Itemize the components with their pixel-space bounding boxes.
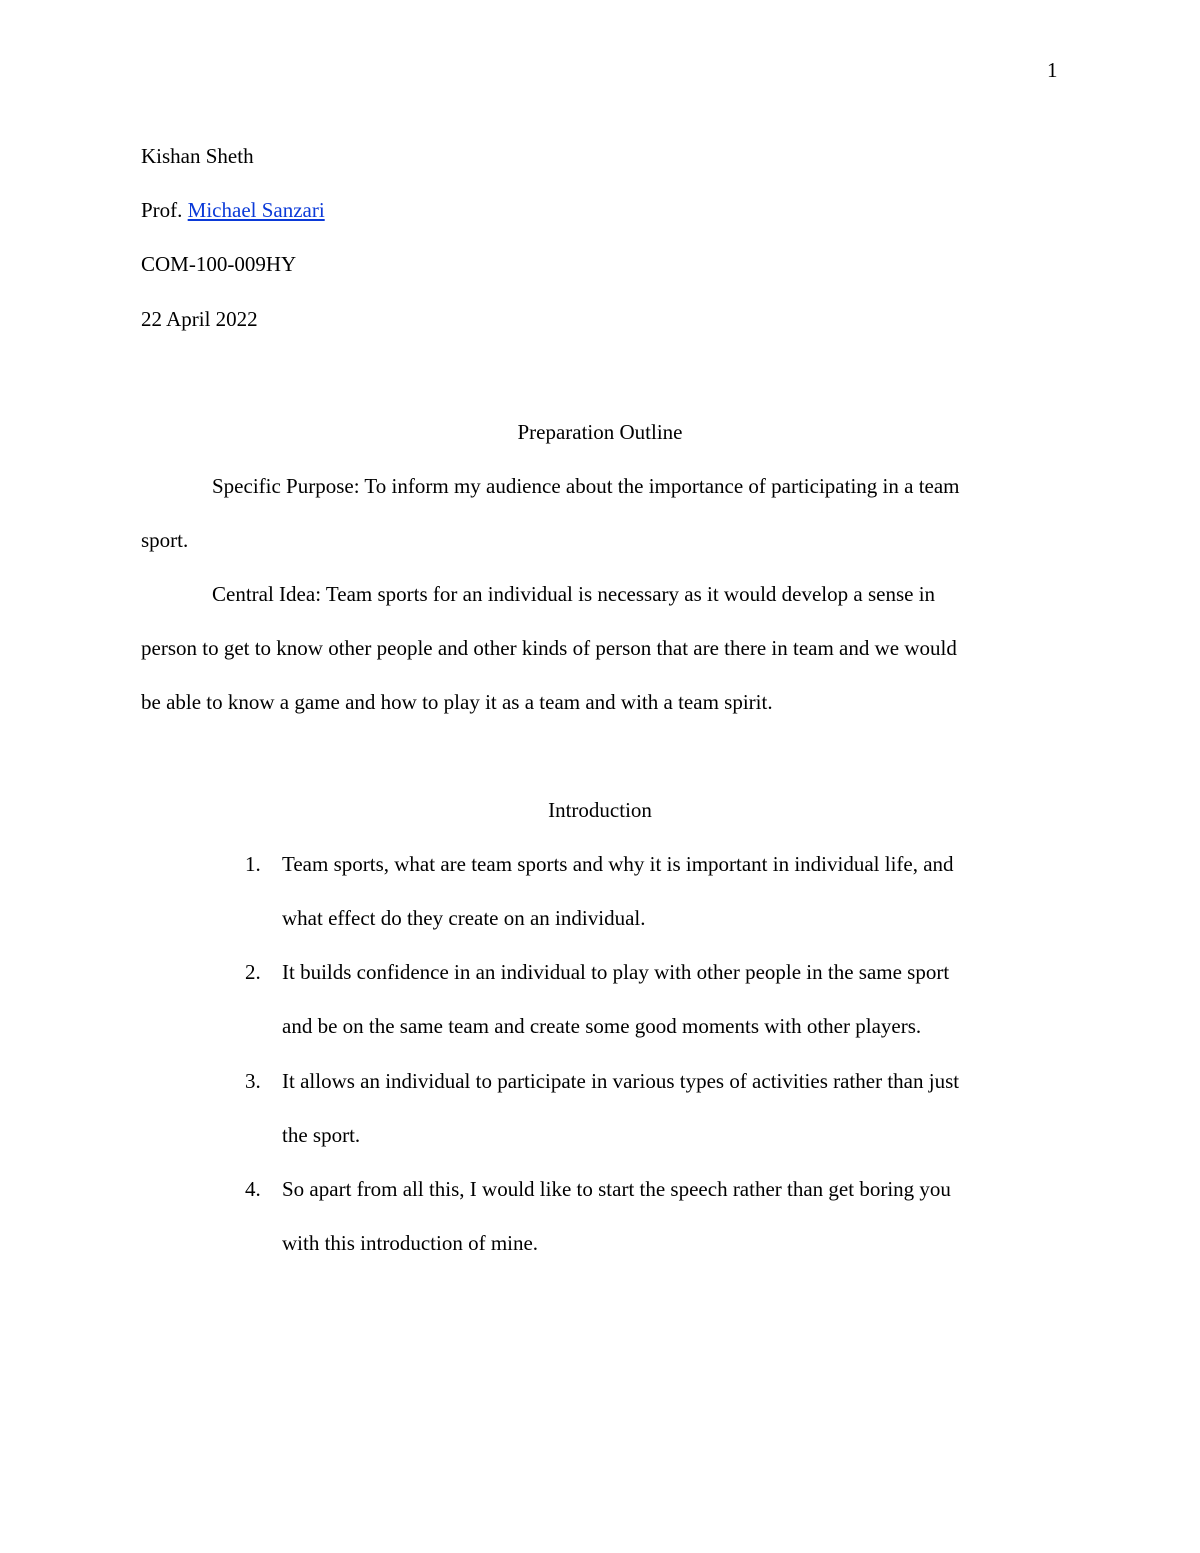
professor-name-link[interactable]: Michael Sanzari [187, 198, 325, 222]
list-item-number: 1. [245, 852, 261, 876]
list-item-line: and be on the same team and create some good moments with other players. [282, 1014, 922, 1038]
professor-line [141, 200, 325, 221]
student-name: Kishan Sheth [141, 144, 254, 168]
list-item-line: what effect do they create on an individual. [282, 906, 646, 930]
introduction-heading: Introduction [548, 798, 652, 822]
list-item-line: with this introduction of mine. [282, 1231, 539, 1255]
list-item-line: It allows an individual to participate in various types of activities rather than just [282, 1069, 960, 1093]
central-idea-line-1: Central Idea: Team sports for an individual is necessary as it would develop a sense in [212, 582, 936, 606]
list-item-number: 4. [245, 1177, 261, 1201]
page-number: 1 [1047, 58, 1058, 82]
central-idea-line-2: person to get to know other people and other kinds of person that are there in team and we would [141, 636, 957, 660]
list-item-number: 3. [245, 1069, 261, 1093]
list-item-line: Team sports, what are team sports and why it is important in individual life, and [282, 852, 954, 876]
list-item-line: It builds confidence in an individual to play with other people in the same sport [282, 960, 950, 984]
specific-purpose-line-1: Specific Purpose: To inform my audience about the importance of participating in a team [212, 474, 960, 498]
document-title: Preparation Outline [517, 420, 683, 444]
list-item-line: So apart from all this, I would like to start the speech rather than get boring you [282, 1177, 951, 1201]
central-idea-line-3: be able to know a game and how to play it as a team and with a team spirit. [141, 690, 773, 714]
list-item-number: 2. [245, 960, 261, 984]
document-date: 22 April 2022 [141, 307, 258, 331]
list-item-line: the sport. [282, 1123, 361, 1147]
course-code: COM-100-009HY [141, 252, 297, 276]
professor-prefix: Prof. [141, 198, 183, 222]
specific-purpose-line-2: sport. [141, 528, 189, 552]
